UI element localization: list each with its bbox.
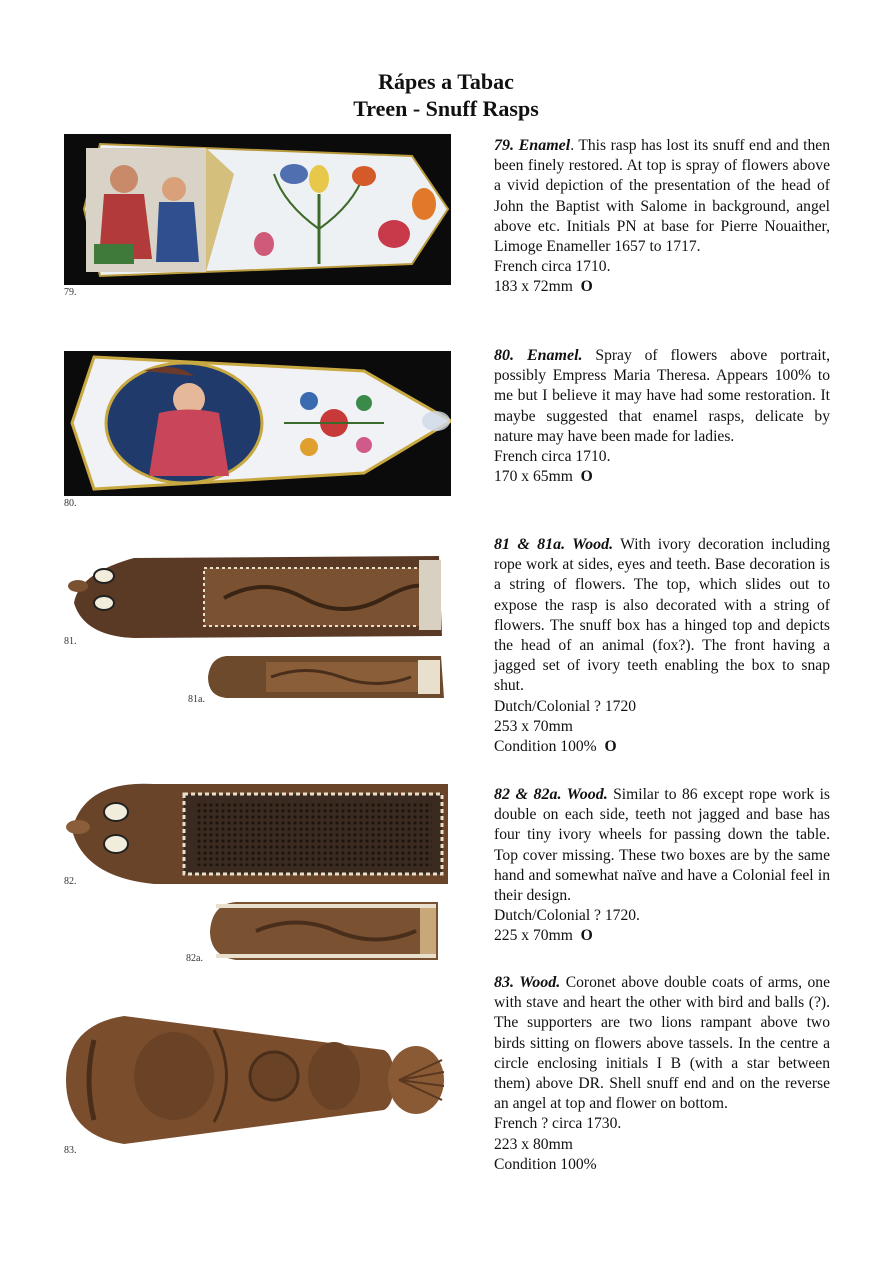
entry-80-size: 170 x 65mm (494, 468, 573, 486)
entry-80-mark: O (580, 468, 593, 486)
entry-81-condition-line (494, 737, 830, 757)
entry-81-condition: Condition 100% (494, 738, 597, 756)
rasp-81a-photo (206, 652, 446, 702)
entry-81-description (494, 535, 830, 697)
caption-81a: 81a. (188, 694, 205, 705)
rasp-82a-photo (206, 896, 440, 966)
entry-79-mark: O (580, 278, 593, 296)
entry-81-origin: Dutch/Colonial ? 1720 (494, 697, 637, 715)
entry-83-size: 223 x 80mm (494, 1135, 573, 1153)
rasp-80-photo (64, 351, 451, 496)
caption-82a: 82a. (186, 953, 203, 964)
entry-80-body: Spray of flowers above portrait, possibly Empress Maria Theresa. Appears 100% to me but I believe it may have had some restoration. It maybe suggested that enamel rasps, delicate by nature may have been made for ladies. (494, 347, 830, 445)
entry-79-size: 183 x 72mm (494, 278, 573, 296)
caption-80: 80. (64, 498, 77, 509)
entry-83-condition: Condition 100% (494, 1155, 597, 1173)
page-subtitle: Treen - Snuff Rasps (353, 96, 539, 121)
entry-82-heading: 82 & 82a. Wood. (494, 786, 608, 803)
rasp-83-photo (64, 1010, 444, 1150)
entry-81-size: 253 x 70mm (494, 717, 573, 735)
entry-83-description (494, 973, 830, 1114)
entry-82-size-line (494, 926, 830, 946)
entry-82-origin: Dutch/Colonial ? 1720. (494, 907, 640, 925)
entry-81 (494, 535, 830, 757)
entry-79 (494, 136, 830, 298)
entry-82-mark: O (580, 927, 593, 945)
rasp-81-photo (64, 548, 444, 646)
entry-80-size-line (494, 467, 830, 487)
entry-82-body: Similar to 86 except rope work is double on each side, teeth not jagged and base has four tiny ivory wheels for passing down the table. Top cover missing. These two boxes are by the same hand and somewhat naïve and have a Colonial feel in their design. (494, 786, 830, 905)
caption-81: 81. (64, 636, 77, 647)
entry-82-size: 225 x 70mm (494, 927, 573, 945)
caption-83: 83. (64, 1145, 77, 1156)
entry-83-heading: 83. Wood. (494, 974, 561, 991)
entry-83-origin: French ? circa 1730. (494, 1115, 622, 1133)
entry-82 (494, 785, 830, 947)
entry-79-origin: French circa 1710. (494, 258, 611, 276)
entry-80-heading: 80. Enamel. (494, 347, 583, 364)
page-title: Rápes a Tabac (378, 69, 514, 94)
caption-82: 82. (64, 876, 77, 887)
entry-82-description (494, 785, 830, 906)
entry-79-size-line (494, 277, 830, 297)
entry-79-body: . This rasp has lost its snuff end and then been finely restored. At top is spray of flowers above a vivid depiction of the presentation of the head of John the Baptist with Salome in background, angel above etc. Initials PN at base for Pierre Nouaither, Limoge Enameller 1657 to 1717. (494, 137, 830, 256)
entry-79-description (494, 136, 830, 257)
rasp-82-photo (64, 772, 450, 890)
entry-83-body: Coronet above double coats of arms, one with stave and heart the other with bird and balls (?). The supporters are two lions rampant above two birds sitting on flowers above tassels. In the centre a circle enclosing initials I B (with a star between them) above DR. Shell snuff end and on the reverse an angel at top and flower on bottom. (494, 974, 830, 1113)
entry-81-body: With ivory decoration including rope work at sides, eyes and teeth. Base decoration is a string of flowers. The top, which slides out to expose the rasp is also decorated with a string of flowers. The snuff box has a hinged top and depicts the head of an animal (fox?). The front having a jagged set of ivory teeth enabling the box to snap shut. (494, 536, 830, 695)
caption-79: 79. (64, 287, 77, 298)
rasp-79-photo (64, 134, 451, 285)
entry-80-description (494, 346, 830, 447)
entry-83 (494, 973, 830, 1175)
entry-79-heading: 79. Enamel (494, 137, 571, 154)
entry-81-heading: 81 & 81a. Wood. (494, 536, 614, 553)
entry-81-mark: O (604, 738, 617, 756)
entry-80-origin: French circa 1710. (494, 448, 611, 466)
entry-80 (494, 346, 830, 487)
